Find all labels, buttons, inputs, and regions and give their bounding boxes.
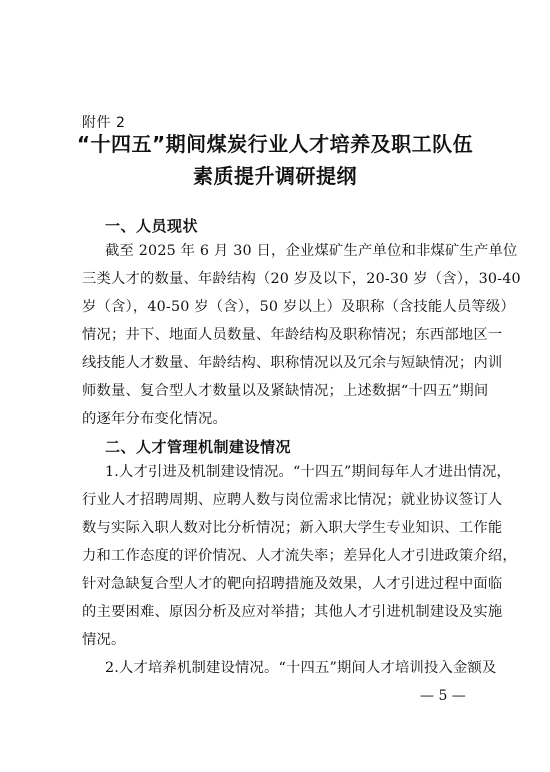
body-line: 2.人才培养机制建设情况。“十四五”期间人才培训投入金额及: [105, 660, 497, 676]
document-title-line-2: 素质提升调研提纲: [193, 164, 357, 188]
document-title-line-1: “十四五”期间煤炭行业人才培养及职工队伍: [76, 132, 474, 156]
body-line: 的主要困难、原因分析及应对举措；其他人才引进机制建设及实施: [82, 604, 503, 620]
body-line: 线技能人才数量、年龄结构、职称情况以及冗余与短缺情况；内训: [82, 355, 503, 371]
page-number: — 5 —: [420, 688, 466, 704]
body-line: 三类人才的数量、年龄结构（20 岁及以下，20-30 岁（含），30-40: [82, 271, 521, 287]
attachment-label: 附件 2: [82, 115, 126, 131]
section-heading-1: 一、人员现状: [105, 217, 199, 235]
body-line: 1.人才引进及机制建设情况。“十四五”期间每年人才进出情况，: [105, 464, 511, 480]
section-heading-2: 二、人才管理机制建设情况: [105, 438, 292, 456]
body-line: 力和工作态度的评价情况、人才流失率；差异化人才引进政策介绍，: [82, 548, 517, 564]
body-line: 情况；井下、地面人员数量、年龄结构及职称情况；东西部地区一: [82, 327, 503, 343]
body-line: 截至 2025 年 6 月 30 日，企业煤矿生产单位和非煤矿生产单位: [105, 243, 518, 259]
body-line: 行业人才招聘周期、应聘人数与岗位需求比情况；就业协议签订人: [82, 492, 503, 508]
body-line: 针对急缺复合型人才的靶向招聘措施及效果，人才引进过程中面临: [82, 576, 503, 592]
body-line: 数与实际入职人数对比分析情况；新入职大学生专业知识、工作能: [82, 520, 503, 536]
body-line: 的逐年分布变化情况。: [82, 411, 227, 427]
body-line: 师数量、复合型人才数量以及紧缺情况；上述数据“十四五”期间: [82, 383, 489, 399]
body-line: 岁（含），40-50 岁（含），50 岁以上）及职称（含技能人员等级）: [82, 299, 515, 315]
body-line: 情况。: [82, 632, 126, 648]
